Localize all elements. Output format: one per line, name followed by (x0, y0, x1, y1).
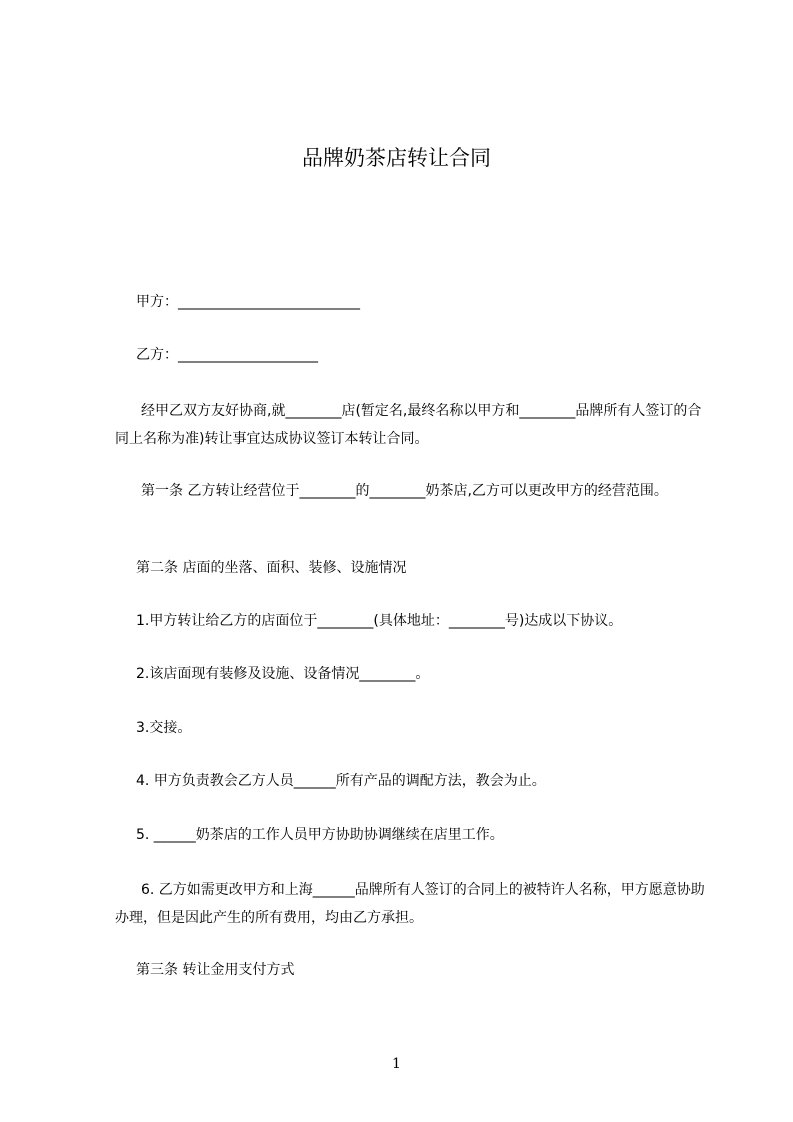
clause-3: 3.交接。 (136, 720, 192, 736)
article-2-heading: 第二条 店面的坐落、面积、装修、设施情况 (136, 560, 407, 576)
article-1: 第一条 乙方转让经营位于________的________奶茶店,乙方可以更改甲方的经营范围。 (141, 483, 668, 499)
clause-2: 2.该店面现有装修及设施、设备情况________。 (136, 666, 430, 682)
party-b-line: 乙方：____________________ (136, 347, 318, 363)
clause-4: 4. 甲方负责教会乙方人员______所有产品的调配方法，教会为止。 (136, 773, 546, 789)
page-number: 1 (392, 1056, 401, 1072)
document-title: 品牌奶茶店转让合同 (302, 146, 491, 170)
intro-paragraph: 经甲乙双方友好协商,就________店(暂定名,最终名称以甲方和________品牌所有人签订的合同上名称为准)转让事宜达成协议签订本转让合同。 (115, 403, 702, 447)
clause-1: 1.甲方转让给乙方的店面位于________(具体地址：________号)达成以下协议。 (136, 613, 623, 629)
party-a-line: 甲方：__________________________ (136, 294, 360, 310)
clause-5: 5. ______奶茶店的工作人员甲方协助协调继续在店里工作。 (136, 827, 504, 843)
clause-6: 6. 乙方如需更改甲方和上海______品牌所有人签订的合同上的被特许人名称，甲方愿意协助办理，但是因此产生的所有费用，均由乙方承担。 (115, 882, 705, 926)
article-3-heading: 第三条 转让金用支付方式 (136, 962, 295, 978)
